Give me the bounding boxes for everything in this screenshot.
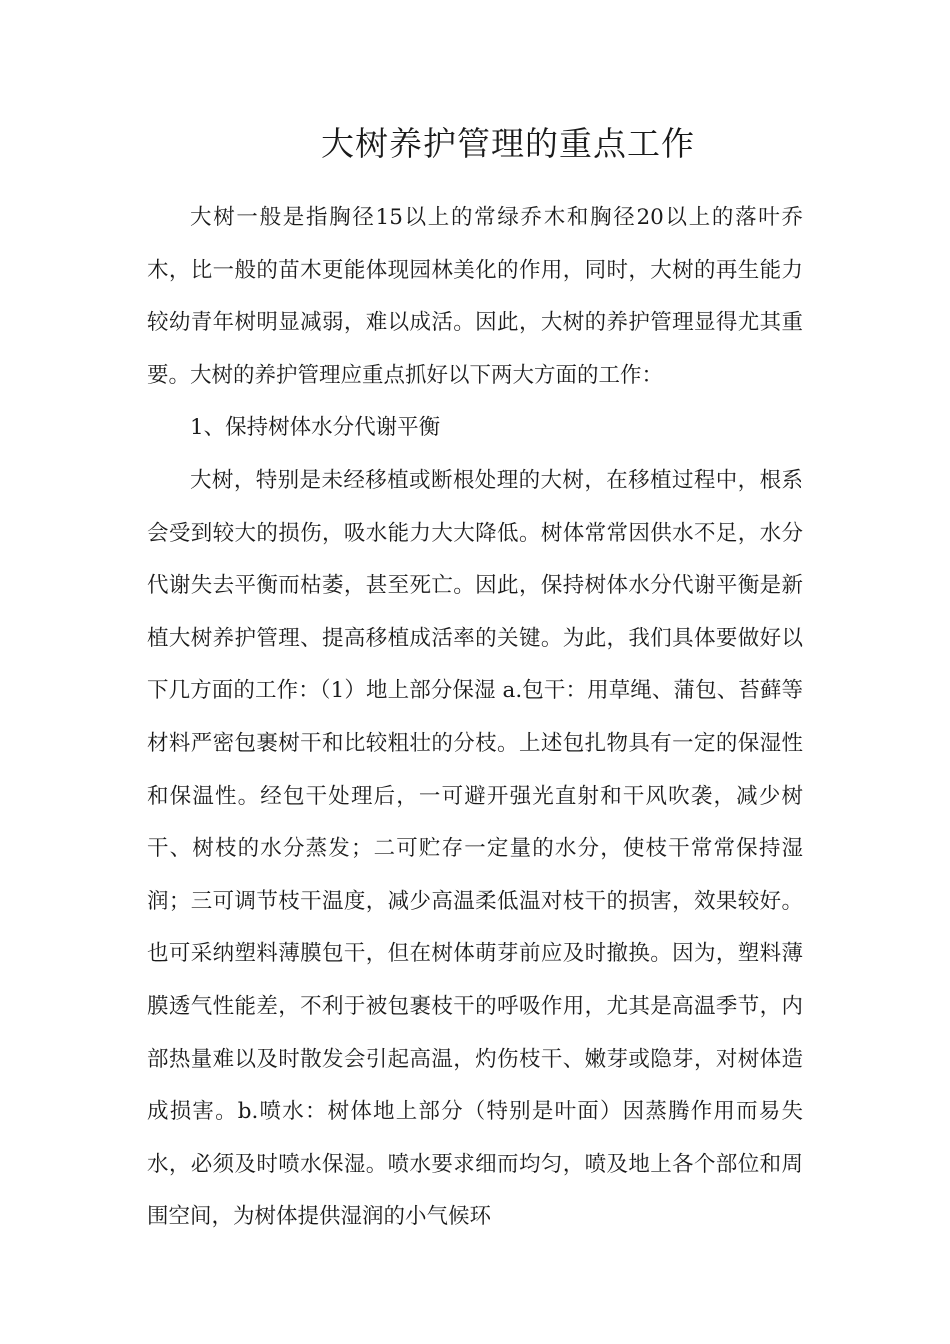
paragraph-section-1: 大树，特别是未经移植或断根处理的大树，在移植过程中，根系会受到较大的损伤，吸水能力大大降低。树体常常因供水不足，水分代谢失去平衡而枯萎，甚至死亡。因此，保持树体水分代谢平衡是新植大树养护管理、提高移植成活率的关键。为此，我们具体要做好以下几方面的工作：（1）地上部分保湿 a.包干：用草绳、蒲包、苔藓等材料严密包裹树干和比较粗壮的分枝。上述包扎物具有一定的保湿性和保温性。经包干处理后，一可避开强光直射和干风吹袭，减少树干、树枝的水分蒸发；二可贮存一定量的水分，使枝干常常保持湿润；三可调节枝干温度，减少高温柔低温对枝干的损害，效果较好。也可采纳塑料薄膜包干，但在树体萌芽前应及时撤换。因为，塑料薄膜透气性能差，不利于被包裹枝干的呼吸作用，尤其是高温季节，内部热量难以及时散发会引起高温，灼伤枝干、嫩芽或隐芽，对树体造成损害。b.喷水：树体地上部分（特别是叶面）因蒸腾作用而易失水，必须及时喷水保湿。喷水要求细而均匀，喷及地上各个部位和周围空间，为树体提供湿润的小气候环 [147, 467, 803, 1230]
document-body [147, 192, 803, 1244]
section-heading-1: 1、保持树体水分代谢平衡 [190, 415, 441, 441]
paragraph-intro: 大树一般是指胸径15以上的常绿乔木和胸径20以上的落叶乔木，比一般的苗木更能体现园林美化的作用，同时，大树的再生能力较幼青年树明显减弱，难以成活。因此，大树的养护管理显得尤其重要。大树的养护管理应重点抓好以下两大方面的工作： [147, 205, 803, 388]
document-title: 大树养护管理的重点工作 [321, 124, 695, 163]
